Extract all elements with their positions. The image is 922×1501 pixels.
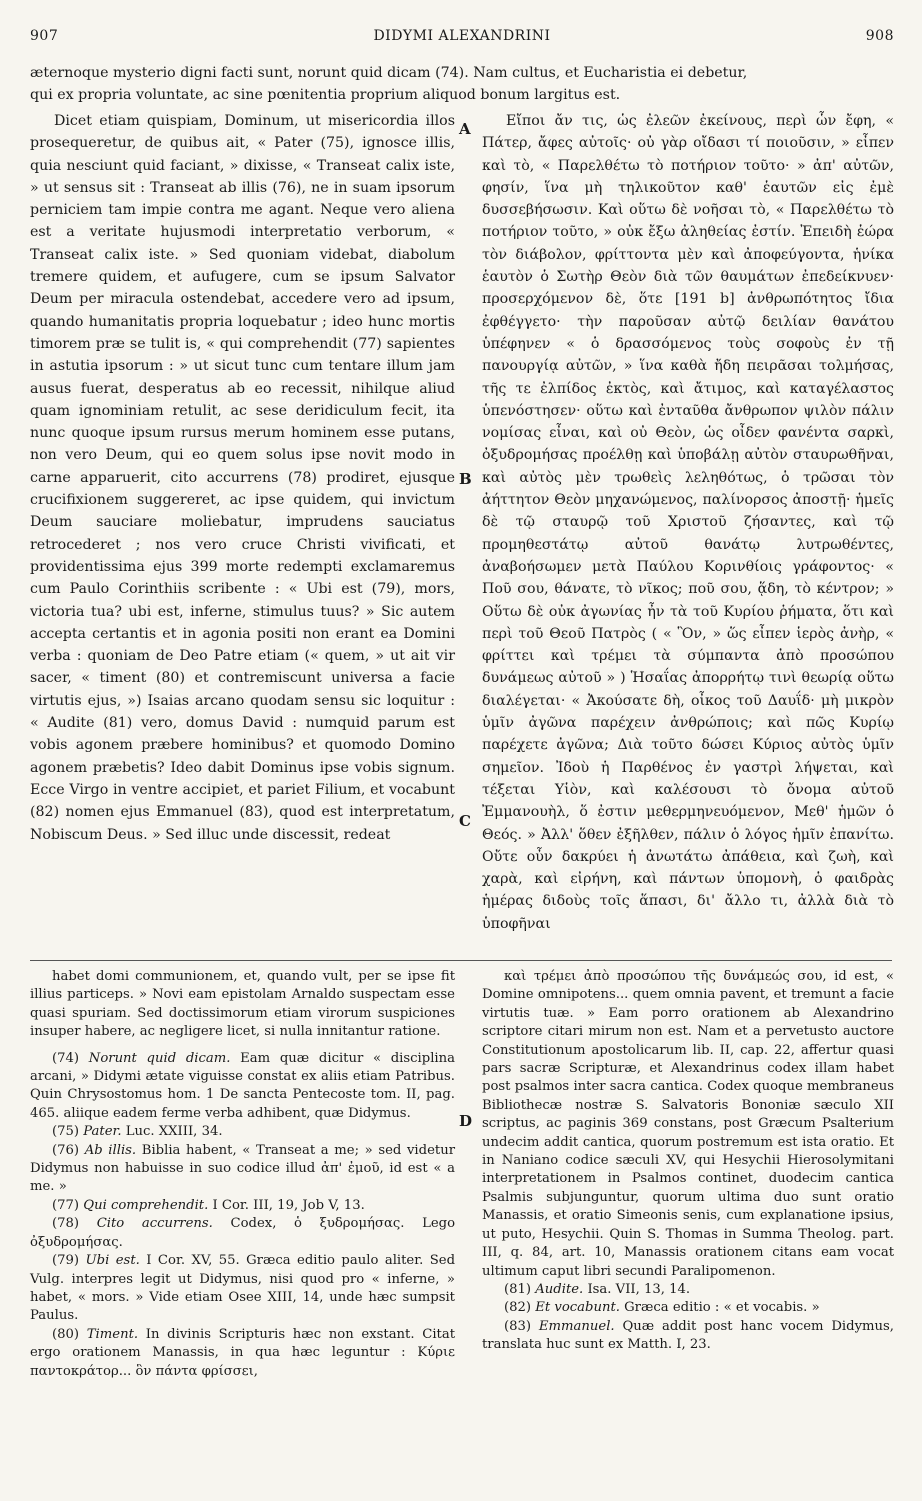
intro-line-1: æternoque mysterio digni facti sunt, norunt quid dicam (74). Nam cultus, et Eucharistia ei debetur,	[30, 65, 748, 81]
footnotes-right	[482, 968, 894, 1355]
footnote-lemma: Cito accurrens.	[96, 1216, 213, 1232]
footnote-continuation-right: καὶ τρέμει ἀπὸ προσώπου τῆς δυνάμεώς σου, id est, « Domine omnipotens... quem omnia pavent, et tremunt a facie virtutis tuæ. » Eam porro orationem ab Alexandrino scriptore citari mirum non est. Nam et a pervetusto auctore Constitutionum apostolicarum lib. II, cap. 22, affertur quasi pars sacræ Scripturæ, et Alexandrinus codex illam habet post psalmos inter sacra cantica. Codex quoque membraneus Bibliothecæ nostræ S. Salvatoris Bononiæ sæculo XII scriptus, ac paginis 369 constans, post Græcum Psalterium undecim addit cantica, quorum postremum est ista oratio. Et in Naniano codice sæculi XV, qui Hesychii Hierosolymitani interpretationem in Psalmos continet, duodecim cantica Psalmis subjunguntur, quorum ultima duo sunt oratio Manassis, et oratio Simeonis senis, cum explanatione ipsius, ut puto, Hesychii. Quin S. Thomas in Summa Theolog. part. III, q. 84, art. 10, Manassis orationem citans eam vocat ultimum caput libri secundi Paralipomenon.	[482, 969, 894, 1279]
footnote-divider	[30, 960, 892, 961]
footnote-text: Biblia habent, « Transeat a me; » sed videtur Didymus non habuisse in suo codice illud ἀπ' ἐμοῦ, id est « a me. »	[30, 1142, 455, 1195]
footnote-lemma: Qui comprehendit.	[83, 1197, 209, 1213]
footnote-item	[482, 1299, 894, 1317]
footnote-lemma: Ab illis.	[84, 1142, 137, 1158]
section-marker-b: B	[459, 470, 472, 488]
section-marker-a: A	[459, 120, 471, 138]
footnote-text: Græca editio : « et vocabis. »	[619, 1300, 820, 1316]
footnote-text: Quæ addit post hanc vocem Didymus, translata huc sunt ex Matth. I, 23.	[482, 1318, 894, 1353]
footnote-text: I Cor. III, 19, Job V, 13.	[208, 1197, 365, 1213]
page-header	[30, 28, 894, 50]
footnote-item	[30, 1142, 455, 1197]
footnote-item	[30, 1326, 455, 1381]
footnote-text: Luc. XXIII, 34.	[121, 1124, 223, 1140]
footnote-number: (74)	[52, 1050, 89, 1066]
footnote-item	[30, 1050, 455, 1124]
footnote-number: (81)	[504, 1281, 536, 1297]
footnote-list-left	[30, 1050, 455, 1381]
footnote-text: Eam quæ dicitur « disciplina arcani, » Didymi ætate viguisse constat ex aliis etiam Patribus. Quin Chrysostomus hom. 1 De sancta Pentecoste tom. II, pag. 465. aliique eadem ferme verba adhibent, quæ Didymus.	[30, 1050, 456, 1121]
latin-text: Dicet etiam quispiam, Dominum, ut misericordia illos prosequeretur, de quibus ait, « Pater (75), ignosce illis, quia nesciunt quid faciant, » dixisse, « Transeat calix iste, » ut sensus sit : Transeat ab illis (76), ne in suam ipsorum perniciem tam impie contra me agant. Neque vero aliena est a veritate hujusmodi interpretatio verborum, « Transeat calix iste. » Sed quoniam videbat, diabolum tremere quidem, et aufugere, cum se ipsum Salvator Deum per miracula ostendebat, accedere vero ad ipsum, quando humanitatis propria loquebatur ; ideo hunc mortis timorem præ se tulit is, « qui comprehendit (77) sapientes in astutia ipsorum : » ut sicut tunc cum tentare illum jam ausus fuerat, desperatus ab eo recessit, nihilque aliud quam ignominiam retulit, ac sese deridiculum fecit, ita nunc quoque ipsum rursus merum hominem esse putans, non vero Deum, qui eo quem solus ipse novit modo in carne apparuerit, cito accurrens (78) prodiret, ejusque crucifixionem suggereret, ac ipse quidem, qui invictum Deum sauciare moliebatur, imprudens sauciatus retrocederet ; nos vero cruce Christi vivificati, et providentissima ejus 399 morte redempti exclamaremus cum Paulo Corinthiis scribente : « Ubi est (79), mors, victoria tua? ubi est, inferne, stimulus tuus? » Sic autem accepta certantis et in agonia positi non erant ea Domini verba : quoniam de Deo Patre etiam (« quem, » ut ait vir sacer, « timent (80) et contremiscunt universa a facie virtutis ejus, ») Isaias arcano quodam sensu sic loquitur : « Audite (81) vero, domus David : numquid parum est vobis agonem præbere hominibus? et quomodo Domino agonem præbetis? Ideo dabit Dominus ipse vobis signum. Ecce Virgo in ventre accipiet, et pariet Filium, et vocabunt (82) nomen ejus Emmanuel (83), quod est interpretatum, Nobiscum Deus. » Sed illuc unde discessit, redeat	[30, 113, 455, 843]
running-title: DIDYMI ALEXANDRINI	[373, 28, 551, 44]
footnote-number: (78)	[52, 1216, 97, 1232]
section-marker-d: D	[459, 1112, 473, 1130]
footnote-lemma: Timent.	[86, 1326, 139, 1342]
greek-column	[482, 110, 894, 935]
intro-line-2: qui ex propria voluntate, ac sine pœnitentia proprium aliquod bonum largitus est.	[30, 87, 621, 103]
footnote-number: (77)	[52, 1197, 84, 1213]
footnote-number: (83)	[504, 1318, 539, 1334]
footnote-item	[30, 1215, 455, 1252]
footnote-lemma: Norunt quid dicam.	[88, 1050, 231, 1066]
footnote-item	[30, 1123, 455, 1141]
footnote-lemma: Pater.	[83, 1124, 122, 1140]
footnote-number: (76)	[52, 1142, 85, 1158]
footnote-lemma: Audite.	[535, 1281, 584, 1297]
footnote-continuation-left: habet domi communionem, et, quando vult, per se ipse fit illius particeps. » Novi eam epistolam Arnaldo suspectam esse quasi spuriam. Sed doctissimorum etiam virorum suspiciones insuper habere, ac negligere licet, si nulla innitantur ratione.	[30, 969, 455, 1040]
intro-text	[30, 62, 892, 106]
footnote-text: Codex, ὁ ξυδρομήσας. Lego ὀξυδρομήσας.	[30, 1216, 456, 1250]
footnote-list-right	[482, 1281, 894, 1355]
footnote-number: (75)	[52, 1124, 84, 1140]
footnote-item	[482, 1281, 894, 1299]
page-number-right: 908	[865, 28, 894, 44]
footnote-item	[482, 1318, 894, 1355]
page-number-left: 907	[30, 28, 59, 44]
footnote-lemma: Ubi est.	[85, 1253, 140, 1269]
section-marker-c: C	[459, 812, 471, 830]
footnote-text: In divinis Scripturis hæc non exstant. Citat ergo orationem Manassis, in qua hæc leguntur : Κύριε παντοκράτορ... ὃν πάντα φρίσσει,	[30, 1326, 455, 1379]
footnote-number: (79)	[52, 1253, 86, 1269]
footnote-text: Isa. VII, 13, 14.	[583, 1281, 691, 1297]
footnote-lemma: Et vocabunt.	[535, 1300, 620, 1316]
latin-column	[30, 110, 455, 846]
footnote-number: (80)	[52, 1326, 87, 1342]
footnote-item	[30, 1197, 455, 1215]
footnote-lemma: Emmanuel.	[538, 1318, 615, 1334]
footnotes-left	[30, 968, 455, 1381]
footnote-number: (82)	[504, 1300, 536, 1316]
footnote-text: I Cor. XV, 55. Græca editio paulo aliter. Sed Vulg. interpres legit ut Didymus, nisi quod pro « inferne, » habet, « mors. » Vide etiam Osee XIII, 14, unde hæc sumpsit Paulus.	[30, 1253, 456, 1324]
footnote-item	[30, 1252, 455, 1326]
greek-text: Εἴποι ἄν τις, ὡς ἐλεῶν ἐκείνους, περὶ ὧν ἔφη, « Πάτερ, ἄφες αὐτοῖς· οὐ γὰρ οἴδασι τί ποιοῦσιν, » εἶπεν καὶ τὸ, « Παρελθέτω τὸ ποτήριον τοῦτο· » ἀπ' αὐτῶν, φησίν, ἵνα μὴ τηλικοῦτον καθ' ἑαυτῶν εἰς ἐμὲ δυσσεβήσωσιν. Καὶ οὕτω δὲ νοῆσαι τὸ, « Παρελθέτω τὸ ποτήριον τοῦτο, » οὐκ ἔξω ἀληθείας ἐστίν. Ἐπειδὴ ἑώρα τὸν διάβολον, φρίττοντα μὲν καὶ ἀποφεύγοντα, ἡνίκα ἑαυτὸν ὁ Σωτὴρ Θεὸν διὰ τῶν θαυμάτων ἐπεδείκνυεν· προσερχόμενον δὲ, ὅτε [191 b] ἀνθρωπότητος ἴδια ἐφθέγγετο· τὴν παροῦσαν αὐτῷ δειλίαν θανάτου ὑπέφηνεν « ὁ δρασσόμενος τοὺς σοφοὺς ἐν τῇ πανουργίᾳ αὐτῶν, » ἵνα καθὰ ἤδη πειρᾶσαι τολμήσας, τῆς τε ἐλπίδος ἐκτὸς, καὶ ἄτιμος, καὶ καταγέλαστος ὑπενόστησεν· οὕτω καὶ ἐνταῦθα ἄνθρωπον ψιλὸν πάλιν νομίσας εἶναι, καὶ οὐ Θεὸν, ὡς οἶδεν φανέντα σαρκὶ, ὀξυδρομήσας προέλθῃ καὶ ὑποβάλῃ αὐτὸν σταυρωθῆναι, καὶ αὐτὸς μὲν τρωθεὶς λεληθότως, ὁ τρῶσαι τὸν ἀήττητον Θεὸν μηχανώμενος, παλίνορσος ἀποστῇ· ἡμεῖς δὲ τῷ σταυρῷ τοῦ Χριστοῦ ζήσαντες, καὶ τῷ προμηθεστάτῳ αὐτοῦ θανάτῳ λυτρωθέντες, ἀναβοήσωμεν μετὰ Παύλου Κορινθίοις γράφοντος· « Ποῦ σου, θάνατε, τὸ νῖκος; ποῦ σου, ᾅδη, τὸ κέντρον; » Οὕτω δὲ οὐκ ἀγωνίας ἦν τὰ τοῦ Κυρίου ῥήματα, ὅτι καὶ περὶ τοῦ Θεοῦ Πατρὸς ( « Ὃν, » ὥς εἶπεν ἱερὸς ἀνὴρ, « φρίττει καὶ τρέμει τὰ σύμπαντα ἀπὸ προσώπου δυνάμεως αὐτοῦ » ) Ἡσαΐας ἀπορρήτῳ τινὶ θεωρίᾳ οὕτω διαλέγεται· « Ἀκούσατε δὴ, οἶκος τοῦ Δαυΐδ· μὴ μικρὸν ὑμῖν ἀγῶνα παρέχειν ἀνθρώποις; καὶ πῶς Κυρίῳ παρέχετε ἀγῶνα; Διὰ τοῦτο δώσει Κύριος αὐτὸς ὑμῖν σημεῖον. Ἰδοὺ ἡ Παρθένος ἐν γαστρὶ λήψεται, καὶ τέξεται Υἱὸν, καὶ καλέσουσι τὸ ὄνομα αὐτοῦ Ἐμμανουὴλ, ὅ ἐστιν μεθερμηνευόμενον, Μεθ' ἡμῶν ὁ Θεός. » Ἀλλ' ὅθεν ἐξῆλθεν, πάλιν ὁ λόγος ἡμῖν ἐπανίτω. Οὔτε οὖν δακρύει ἡ ἀνωτάτω ἀπάθεια, καὶ ζωὴ, καὶ χαρὰ, καὶ εἰρήνη, καὶ πάντων ὑπομονὴ, ὁ φαιδρὰς ἡμέρας διδοὺς τοῖς ἅπασι, δι' ἄλλο τι, ἀλλὰ διὰ τὸ ὑποφῆναι	[482, 113, 894, 932]
